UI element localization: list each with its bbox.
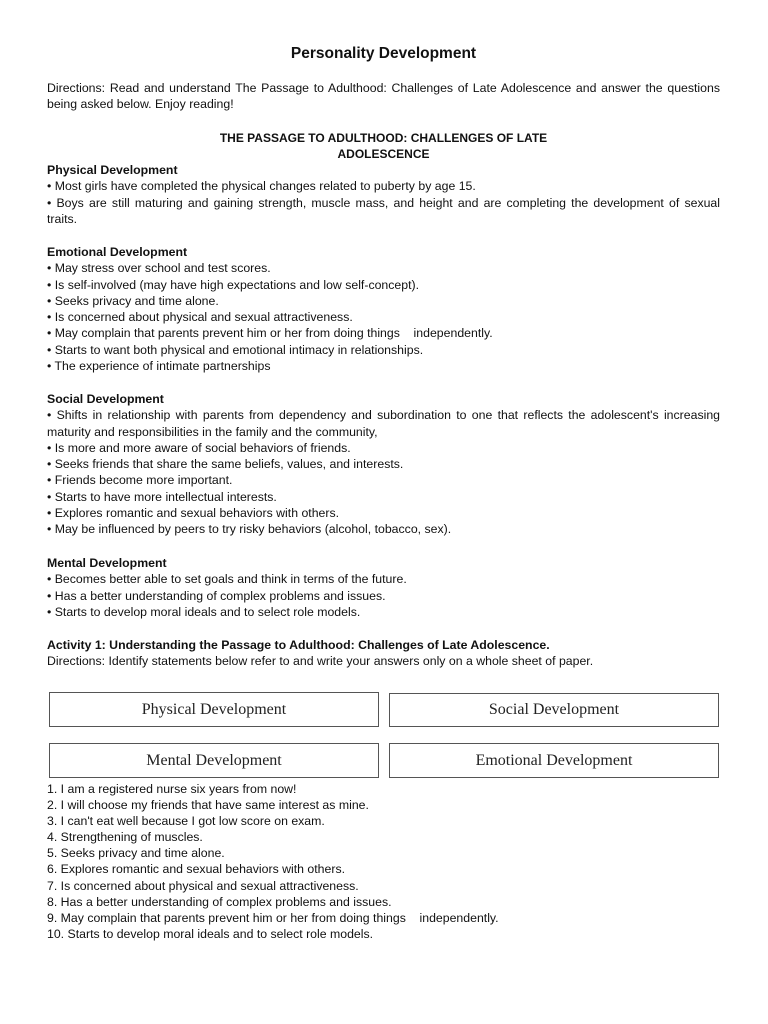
section-heading: Mental Development (47, 556, 167, 570)
question-item: 1. I am a registered nurse six years from now! (47, 782, 297, 796)
bullet-list (47, 571, 720, 620)
activity-section (47, 637, 720, 670)
social-development-section (47, 391, 720, 538)
list-item: • Shifts in relationship with parents from dependency and subordination to one that reflects the adolescent's increasing maturity and responsibilities in the family and the community, (47, 408, 720, 439)
bullet-list (47, 260, 720, 374)
list-item: • May complain that parents prevent him or her from doing things independently. (47, 326, 493, 341)
section-heading: Social Development (47, 392, 164, 406)
passage-title-line-1: THE PASSAGE TO ADULTHOOD: CHALLENGES OF LATE (219, 131, 548, 145)
question-item: 4. Strengthening of muscles. (47, 830, 203, 845)
passage-title-line-2: ADOLESCENCE (337, 147, 430, 162)
bullet-list (47, 178, 720, 227)
activity-heading: Activity 1: Understanding the Passage to Adulthood: Challenges of Late Adolescence. (47, 638, 550, 652)
list-item: • Has a better understanding of complex problems and issues. (47, 588, 386, 603)
list-item: • Most girls have completed the physical changes related to puberty by age 15. (47, 179, 476, 194)
list-item: • Boys are still maturing and gaining strength, muscle mass, and height and are completing the development of sexual traits. (47, 195, 720, 226)
question-item: 7. Is concerned about physical and sexual attractiveness. (47, 878, 359, 893)
section-heading: Physical Development (47, 163, 178, 177)
list-item: • Seeks privacy and time alone. (47, 293, 219, 308)
list-item: • Is more and more aware of social behaviors of friends. (47, 440, 351, 455)
list-item: • Starts to want both physical and emotional intimacy in relationships. (47, 342, 424, 357)
question-item: 2. I will choose my friends that have same interest as mine. (47, 798, 369, 813)
social-development-box: Social Development (389, 693, 719, 727)
physical-development-section (47, 162, 720, 227)
list-item: • Friends become more important. (47, 473, 233, 488)
bullet-list (47, 407, 720, 537)
list-item: • Starts to develop moral ideals and to select role models. (47, 604, 361, 619)
emotional-development-section (47, 244, 720, 374)
list-item: • Becomes better able to set goals and think in terms of the future. (47, 572, 407, 587)
list-item: • The experience of intimate partnerships (47, 359, 271, 374)
question-item: 5. Seeks privacy and time alone. (47, 846, 225, 861)
question-item: 8. Has a better understanding of complex problems and issues. (47, 894, 392, 909)
section-heading: Emotional Development (47, 245, 188, 259)
list-item: • May be influenced by peers to try risky behaviors (alcohol, tobacco, sex). (47, 522, 452, 537)
list-item: • May stress over school and test scores. (47, 261, 271, 276)
mental-development-box: Mental Development (49, 743, 379, 778)
list-item: • Is concerned about physical and sexual attractiveness. (47, 310, 353, 325)
list-item: • Seeks friends that share the same beliefs, values, and interests. (47, 457, 404, 472)
page-title: Personality Development (290, 45, 477, 62)
list-item: • Starts to have more intellectual interests. (47, 489, 277, 504)
list-item: • Is self-involved (may have high expectations and low self-concept). (47, 277, 420, 292)
questions-list (47, 781, 720, 942)
question-item: 9. May complain that parents prevent him or her from doing things independently. (47, 910, 499, 925)
emotional-development-box: Emotional Development (389, 743, 719, 778)
passage-title (47, 130, 720, 163)
directions-text: Directions: Read and understand The Passage to Adulthood: Challenges of Late Adolescence and answer the questions being asked below. Enjoy reading! (47, 81, 720, 112)
question-item: 3. I can't eat well because I got low score on exam. (47, 814, 325, 829)
physical-development-box: Physical Development (49, 692, 379, 727)
question-item: 10. Starts to develop moral ideals and to select role models. (47, 926, 374, 941)
list-item: • Explores romantic and sexual behaviors with others. (47, 506, 340, 521)
mental-development-section (47, 555, 720, 620)
question-item: 6. Explores romantic and sexual behaviors with others. (47, 862, 346, 877)
activity-directions: Directions: Identify statements below refer to and write your answers only on a whole sheet of paper. (47, 654, 594, 669)
